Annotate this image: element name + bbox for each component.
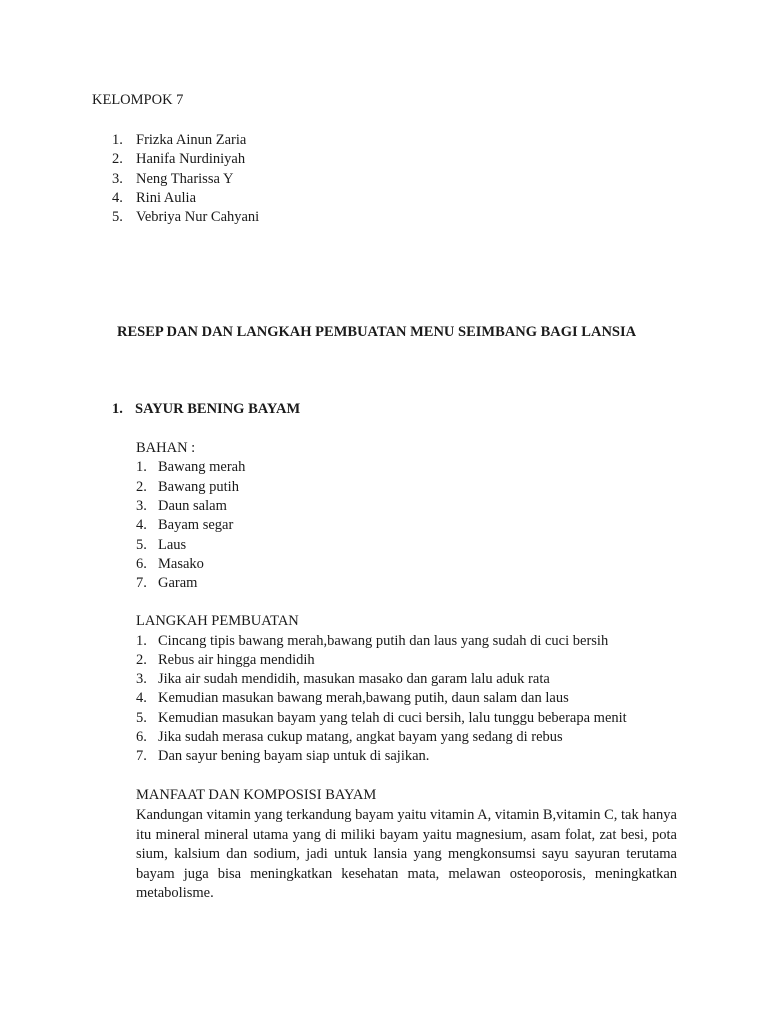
list-item — [136, 556, 204, 573]
list-text: Masako — [158, 556, 204, 572]
list-item — [136, 671, 550, 688]
list-text: Jika sudah merasa cukup matang, angkat bayam yang sedang di rebus — [158, 729, 563, 745]
list-item — [136, 479, 239, 496]
list-number: 2. — [136, 652, 147, 668]
manfaat-paragraph: Kandungan vitamin yang terkandung bayam yaitu vitamin A, vitamin B,vitamin C, tak hanya itu mineral mineral utama yang di miliki bayam yaitu magnesium, asam folat, zat besi, pota sium, kalsium dan sodium, jadi untuk lansia yang mengkonsumsi sayu sayuran terutama bayam juga bisa meningkatkan kesehatan mata, melawan osteoporosis, meningkatkan metabolisme. — [136, 807, 677, 901]
list-text: Daun salam — [158, 498, 227, 514]
member-name: Neng Tharissa Y — [136, 171, 234, 187]
list-number: 5. — [112, 209, 123, 225]
member-name: Vebriya Nur Cahyani — [136, 209, 260, 225]
member-item — [112, 190, 197, 207]
member-name: Rini Aulia — [136, 190, 197, 206]
list-text: Bayam segar — [158, 517, 234, 533]
list-number: 3. — [136, 671, 147, 687]
list-item — [136, 633, 609, 650]
member-item — [112, 132, 247, 149]
list-number: 5. — [136, 710, 147, 726]
list-number: 6. — [136, 556, 147, 572]
member-name: Frizka Ainun Zaria — [136, 132, 247, 148]
list-text: Dan sayur bening bayam siap untuk di sajikan. — [158, 748, 430, 764]
group-title: KELOMPOK 7 — [92, 92, 184, 108]
list-number: 4. — [112, 190, 123, 206]
list-item — [136, 459, 246, 476]
list-item — [136, 748, 430, 765]
list-number: 5. — [136, 537, 147, 553]
list-number: 4. — [136, 690, 147, 706]
member-item — [112, 171, 234, 188]
list-text: Kemudian masukan bayam yang telah di cuci bersih, lalu tunggu beberapa menit — [158, 710, 627, 726]
list-number: 1. — [136, 459, 147, 475]
member-item — [112, 151, 246, 168]
list-text: Kemudian masukan bawang merah,bawang putih, daun salam dan laus — [158, 690, 569, 706]
list-text: Bawang merah — [158, 459, 246, 475]
list-text: Jika air sudah mendidih, masukan masako dan garam lalu aduk rata — [158, 671, 550, 687]
list-number: 6. — [136, 729, 147, 745]
list-number: 3. — [112, 171, 123, 187]
list-number: 2. — [136, 479, 147, 495]
list-text: Laus — [158, 537, 187, 553]
list-item — [136, 537, 187, 554]
section-heading — [112, 401, 301, 418]
langkah-heading: LANGKAH PEMBUATAN — [136, 613, 299, 629]
list-number: 1. — [112, 132, 123, 148]
member-item — [112, 209, 260, 226]
list-text: Bawang putih — [158, 479, 239, 495]
document-title: RESEP DAN DAN LANGKAH PEMBUATAN MENU SEIMBANG BAGI LANSIA — [117, 324, 637, 340]
section-title: SAYUR BENING BAYAM — [135, 401, 301, 417]
list-item — [136, 652, 315, 669]
member-name: Hanifa Nurdiniyah — [136, 151, 246, 167]
list-number: 2. — [112, 151, 123, 167]
list-item — [136, 517, 234, 534]
list-number: 7. — [136, 748, 147, 764]
list-item — [136, 498, 227, 515]
section-number: 1. — [112, 401, 123, 417]
list-text: Garam — [158, 575, 198, 591]
list-item — [136, 710, 627, 727]
list-number: 4. — [136, 517, 147, 533]
list-number: 7. — [136, 575, 147, 591]
list-item — [136, 690, 569, 707]
list-number: 3. — [136, 498, 147, 514]
list-item — [136, 575, 198, 592]
manfaat-heading: MANFAAT DAN KOMPOSISI BAYAM — [136, 787, 377, 803]
list-number: 1. — [136, 633, 147, 649]
list-item — [136, 729, 563, 746]
bahan-heading: BAHAN : — [136, 440, 196, 456]
list-text: Rebus air hingga mendidih — [158, 652, 315, 668]
list-text: Cincang tipis bawang merah,bawang putih dan laus yang sudah di cuci bersih — [158, 633, 609, 649]
